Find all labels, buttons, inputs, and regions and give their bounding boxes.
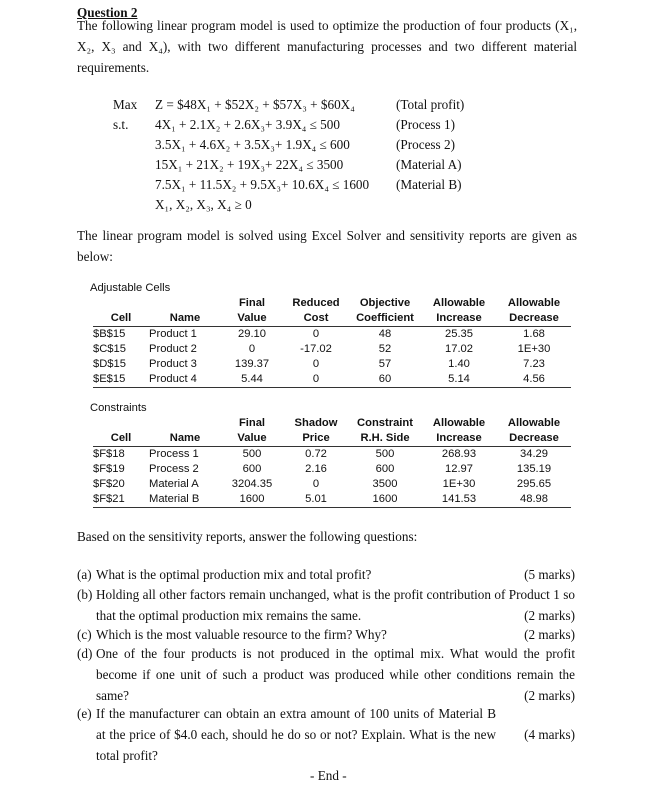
question-d	[77, 643, 575, 706]
cell-value: 0	[283, 372, 349, 388]
cell-value: 1E+30	[442, 478, 476, 490]
question-label: (a)	[77, 567, 92, 582]
lp-expression: 3.5X₁ + 4.6X₂ + 3.5X₃+ 1.9X₄ ≤ 600	[155, 137, 350, 152]
cell-ref: $E$15	[93, 372, 149, 388]
question-text: Which is the most valuable resource to the firm? Why?	[96, 627, 387, 642]
cell-value: 25.35	[445, 328, 473, 340]
question-b	[77, 584, 575, 626]
cell-value: 0	[312, 478, 320, 490]
cell-value: 34.29	[520, 448, 548, 460]
lp-note: (Material B)	[396, 177, 462, 192]
table-row	[93, 327, 571, 343]
header-cell: Final	[238, 417, 266, 429]
cell-value: 0.72	[305, 448, 327, 460]
header-cell: Cell	[93, 311, 149, 327]
table-row	[93, 477, 571, 492]
question-text: What is the optimal production mix and total profit?	[96, 567, 372, 582]
question-title: Question 2	[77, 5, 138, 20]
cell-value: 1E+30	[517, 343, 551, 355]
cell-value: 12.97	[445, 463, 473, 475]
header-cell: Decrease	[497, 311, 571, 327]
question-text: One of the four products is not produced in the optimal mix. What would the profit become if one unit of such a product was produced while other conditions remain the same?	[96, 646, 575, 703]
cell-value: 57	[378, 358, 392, 370]
table-row	[93, 492, 571, 508]
cell-value: 52	[378, 343, 392, 355]
header-cell: Reduced	[292, 297, 340, 309]
header-cell	[149, 296, 221, 311]
cell-name: Product 3	[149, 358, 197, 370]
cell-value: 48.98	[497, 492, 571, 508]
cell-value: 3204.35	[231, 478, 273, 490]
cell-value: 3500	[372, 478, 398, 490]
question-label: (b)	[77, 587, 93, 602]
question-text: If the manufacturer can obtain an extra amount of 100 units of Material B at the price of $4.0 each, should he do so or not? Explain. What is the new total profit?	[96, 706, 496, 763]
instructions-text: Based on the sensitivity reports, answer the following questions:	[77, 529, 418, 544]
constraints-title: Constraints	[90, 402, 147, 414]
header-cell	[93, 296, 149, 311]
cell-name: Product 1	[149, 328, 197, 340]
lp-expression: 15X₁ + 21X₂ + 19X₃+ 22X₄ ≤ 3500	[155, 157, 344, 172]
header-cell: Increase	[421, 431, 497, 447]
header-cell	[93, 416, 149, 431]
header-cell: Allowable	[432, 417, 486, 429]
cell-ref: $F$21	[93, 492, 149, 508]
cell-value: 1.40	[448, 358, 470, 370]
table-row	[93, 372, 571, 388]
question-marks: (2 marks)	[524, 627, 575, 642]
table-row	[93, 357, 571, 372]
header-cell: Increase	[421, 311, 497, 327]
cell-value: 141.53	[421, 492, 497, 508]
solved-paragraph: The linear program model is solved using Excel Solver and sensitivity reports are given as below:	[77, 228, 577, 264]
cell-value: 0	[312, 328, 320, 340]
question-a	[77, 564, 575, 585]
question-marks: (5 marks)	[524, 567, 575, 582]
cell-value: 7.23	[523, 358, 545, 370]
cell-ref: $C$15	[93, 343, 126, 355]
cell-value: 600	[242, 463, 262, 475]
header-cell: Allowable	[507, 297, 561, 309]
header-cell	[149, 416, 221, 431]
lp-expression: X₁, X₂, X₃, X₄ ≥ 0	[155, 197, 252, 212]
question-label: (d)	[77, 646, 93, 661]
constraints-table	[93, 416, 571, 508]
header-cell: Objective	[359, 297, 411, 309]
intro-paragraph: The following linear program model is used to optimize the production of four products (X₁, X₂, X₃ and X₄), with two different manufacturing processes and two different material requirements.	[77, 18, 577, 75]
header-cell: Name	[149, 311, 221, 327]
cell-value: 500	[242, 448, 262, 460]
header-cell: Final	[238, 297, 266, 309]
cell-value: 5.01	[283, 492, 349, 508]
table-header-row	[93, 431, 571, 447]
cell-name: Product 2	[149, 343, 197, 355]
header-cell: Value	[221, 311, 283, 327]
cell-ref: $F$19	[93, 463, 125, 475]
table-row	[93, 447, 571, 463]
header-cell: Allowable	[432, 297, 486, 309]
cell-value: 135.19	[516, 463, 552, 475]
question-text: Holding all other factors remain unchanged, what is the profit contribution of Product 1 so that the optimal production mix remains the same.	[96, 587, 575, 623]
lp-label: Max	[113, 97, 138, 112]
cell-name: Product 4	[149, 372, 221, 388]
cell-ref: $F$20	[93, 478, 125, 490]
question-label: (e)	[77, 706, 92, 721]
header-cell: Allowable	[507, 417, 561, 429]
table-header-row	[93, 296, 571, 311]
cell-name: Process 2	[149, 463, 199, 475]
header-cell: Name	[149, 431, 221, 447]
cell-name: Process 1	[149, 448, 199, 460]
cell-value: 295.65	[516, 478, 552, 490]
cell-value: 60	[349, 372, 421, 388]
header-cell: Price	[283, 431, 349, 447]
end-footer: - End -	[310, 768, 347, 783]
question-e	[77, 703, 575, 763]
cell-ref: $F$18	[93, 448, 125, 460]
cell-value: 139.37	[234, 358, 270, 370]
cell-value: 600	[375, 463, 395, 475]
question-label: (c)	[77, 627, 92, 642]
cell-value: 1600	[221, 492, 283, 508]
cell-ref: $B$15	[93, 328, 126, 340]
lp-note: (Process 2)	[396, 137, 455, 152]
cell-value: 0	[312, 358, 320, 370]
header-cell: Cost	[283, 311, 349, 327]
header-cell: Constraint	[357, 417, 413, 429]
cell-value: 1600	[349, 492, 421, 508]
cell-value: 1.68	[523, 328, 545, 340]
question-marks: (4 marks)	[524, 727, 575, 742]
table-row	[93, 462, 571, 477]
cell-value: 0	[248, 343, 256, 355]
lp-note: (Process 1)	[396, 117, 455, 132]
header-cell: R.H. Side	[349, 431, 421, 447]
question-marks: (2 marks)	[524, 688, 575, 703]
cell-value: 2.16	[305, 463, 327, 475]
header-cell: Decrease	[497, 431, 571, 447]
cell-name: Material A	[149, 478, 199, 490]
header-cell: Coefficient	[349, 311, 421, 327]
lp-expression: Z = $48X₁ + $52X₂ + $57X₃ + $60X₄	[155, 97, 355, 112]
cell-value: 5.44	[221, 372, 283, 388]
cell-value: 500	[375, 448, 395, 460]
cell-name: Material B	[149, 492, 221, 508]
table-header-row	[93, 311, 571, 327]
cell-value: 17.02	[445, 343, 473, 355]
lp-expression: 4X₁ + 2.1X₂ + 2.6X₃+ 3.9X₄ ≤ 500	[155, 117, 340, 132]
table-header-row	[93, 416, 571, 431]
adjustable-cells-title: Adjustable Cells	[90, 282, 171, 294]
cell-value: 48	[378, 328, 392, 340]
cell-ref: $D$15	[93, 358, 126, 370]
lp-expression: 7.5X₁ + 11.5X₂ + 9.5X₃+ 10.6X₄ ≤ 1600	[155, 177, 370, 192]
question-marks: (2 marks)	[524, 608, 575, 623]
cell-value: -17.02	[300, 343, 332, 355]
lp-label: s.t.	[113, 117, 129, 132]
lp-note: (Material A)	[396, 157, 462, 172]
adjustable-cells-table	[93, 296, 571, 388]
header-cell: Value	[221, 431, 283, 447]
cell-value: 29.10	[238, 328, 266, 340]
cell-value: 268.93	[441, 448, 477, 460]
cell-value: 5.14	[421, 372, 497, 388]
table-row	[93, 342, 571, 357]
cell-value: 4.56	[497, 372, 571, 388]
lp-note: (Total profit)	[396, 97, 465, 112]
question-c	[77, 624, 575, 645]
header-cell: Cell	[93, 431, 149, 447]
header-cell: Shadow	[294, 417, 338, 429]
